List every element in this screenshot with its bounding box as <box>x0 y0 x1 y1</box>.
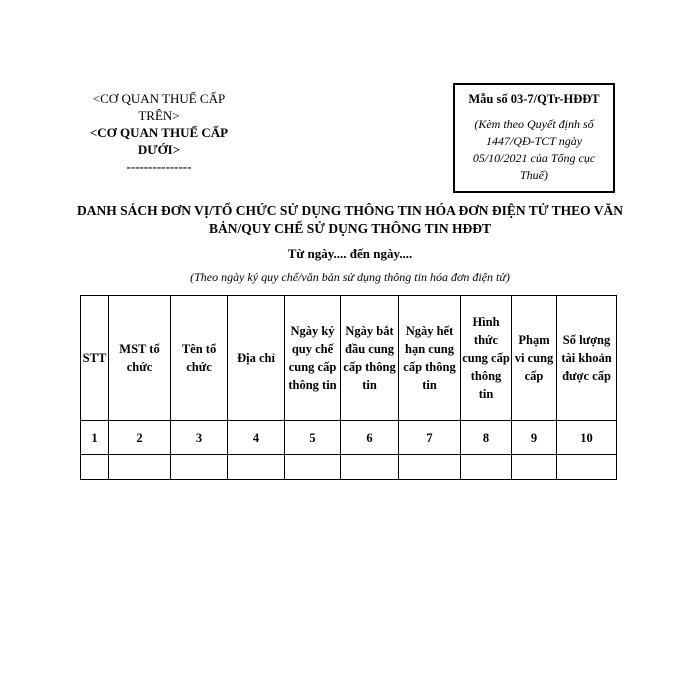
lower-agency-name: <CƠ QUAN THUẾ CẤP DƯỚI> <box>89 125 229 157</box>
header-method: Hình thức cung cấp thông tin <box>461 296 512 421</box>
column-number: 2 <box>109 421 171 455</box>
column-number: 6 <box>341 421 399 455</box>
column-number: 10 <box>557 421 617 455</box>
table-cell <box>171 455 228 480</box>
column-number: 7 <box>399 421 461 455</box>
table-cell <box>285 455 341 480</box>
column-number: 8 <box>461 421 512 455</box>
table-header-row <box>81 296 617 421</box>
table-cell <box>81 455 109 480</box>
header-address: Địa chỉ <box>228 296 285 421</box>
table-cell <box>557 455 617 480</box>
header-org-name: Tên tổ chức <box>171 296 228 421</box>
table-cell <box>399 455 461 480</box>
header-account-count: Số lượng tài khoản được cấp <box>557 296 617 421</box>
column-number: 1 <box>81 421 109 455</box>
organization-list-table <box>80 295 617 480</box>
header-mst: MST tổ chức <box>109 296 171 421</box>
header-start-date: Ngày bắt đầu cung cấp thông tin <box>341 296 399 421</box>
issuing-agency-block <box>78 90 240 175</box>
date-range: Từ ngày.... đến ngày.... <box>287 246 413 261</box>
column-number: 4 <box>228 421 285 455</box>
upper-agency-name: <CƠ QUAN THUẾ CẤP TRÊN> <box>92 91 226 123</box>
subtitle-note: (Theo ngày ký quy chế/văn bản sử dụng thông tin hóa đơn điện tử) <box>190 270 510 284</box>
header-stt: STT <box>81 296 109 421</box>
header-expiry-date: Ngày hết hạn cung cấp thông tin <box>399 296 461 421</box>
form-reference-note: (Kèm theo Quyết định số 1447/QĐ-TCT ngày 05/10/2021 của Tổng cục Thuế) <box>472 117 596 182</box>
table-cell <box>341 455 399 480</box>
form-number-box <box>453 83 615 193</box>
table-cell <box>512 455 557 480</box>
column-number: 3 <box>171 421 228 455</box>
table-row <box>81 455 617 480</box>
column-number: 9 <box>512 421 557 455</box>
form-number: Mẫu số 03-7/QTr-HĐĐT <box>468 92 600 106</box>
agency-separator: --------------- <box>126 159 192 174</box>
header-sign-date: Ngày ký quy chế cung cấp thông tin <box>285 296 341 421</box>
table-cell <box>109 455 171 480</box>
table-cell <box>228 455 285 480</box>
column-number: 5 <box>285 421 341 455</box>
document-title: DANH SÁCH ĐƠN VỊ/TỔ CHỨC SỬ DỤNG THÔNG TIN HÓA ĐƠN ĐIỆN TỬ THEO VĂN BẢN/QUY CHẾ SỬ DỤNG THÔNG TIN HĐĐT <box>76 203 624 236</box>
column-number-row <box>81 421 617 455</box>
table-cell <box>461 455 512 480</box>
header-scope: Phạm vi cung cấp <box>512 296 557 421</box>
